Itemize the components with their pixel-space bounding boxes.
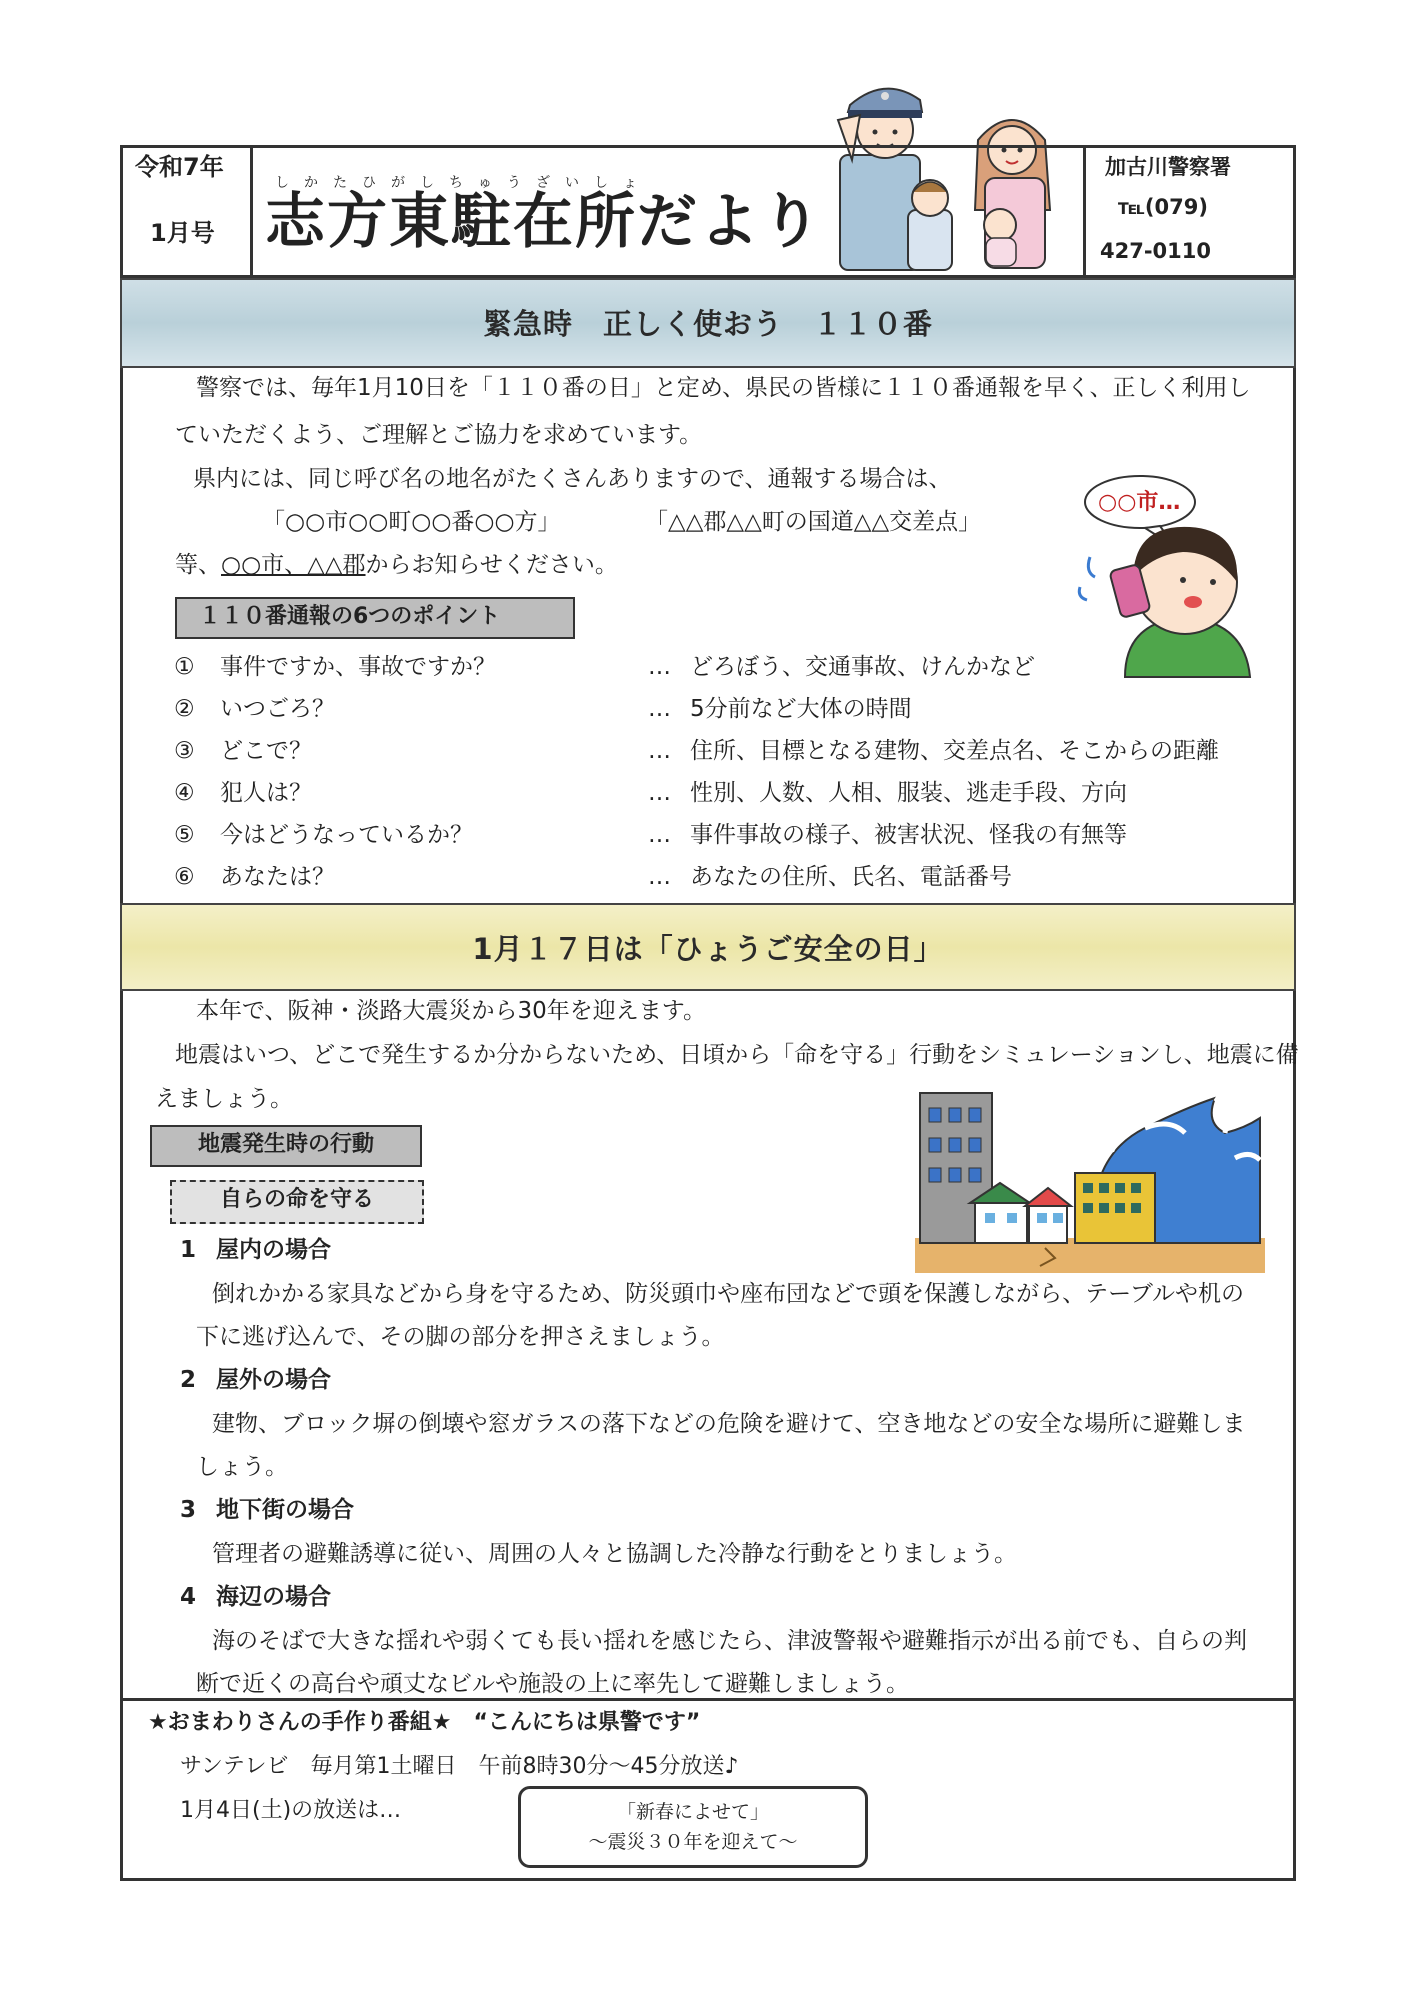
case-number: 4	[180, 1584, 197, 1610]
tel-number: 427-0110	[1100, 239, 1211, 263]
program-schedule: サンテレビ 毎月第1土曜日 午前8時30分～45分放送♪	[180, 1754, 739, 1779]
case-title: 海辺の場合	[216, 1584, 331, 1610]
section2-title: 1月１７日は「ひょうご安全の日」	[472, 932, 944, 966]
issue-month: 1月号	[150, 219, 215, 247]
case-text-line: 倒れかかる家具などから身を守るため、防災頭巾や座布団などで頭を保護しながら、テーブルや机の	[212, 1281, 1245, 1307]
point-number: ①	[174, 654, 195, 680]
section2-intro1: 本年で、阪神・淡路大震災から30年を迎えます。	[196, 998, 706, 1024]
case-number: 3	[180, 1497, 197, 1523]
text-prefix: 等、	[175, 552, 221, 578]
caller-speech-text: ○○市…	[1098, 490, 1181, 515]
tel-label: ℡(079)	[1118, 195, 1208, 219]
case-number: 2	[180, 1367, 197, 1393]
point-dots: …	[648, 822, 671, 848]
point-number: ⑥	[174, 864, 195, 890]
section1-banner	[120, 278, 1296, 368]
point-question: いつごろ？	[220, 696, 335, 722]
underlined-place-names: ○○市、△△郡	[221, 552, 366, 578]
section1-title: 緊急時 正しく使おう １１０番	[482, 307, 933, 341]
header-divider-right	[1083, 145, 1086, 278]
address-example-2: 「△△郡△△町の国道△△交差点」	[645, 509, 982, 535]
protect-life-heading: 自らの命を守る	[170, 1180, 424, 1224]
case-title: 地下街の場合	[216, 1497, 354, 1523]
section1-para2-line1: 県内には、同じ呼び名の地名がたくさんありますので、通報する場合は、	[193, 466, 952, 492]
section2-intro2-line2: えましょう。	[155, 1086, 293, 1112]
point-answer: 事件事故の様子、被害状況、怪我の有無等	[690, 822, 1127, 848]
point-number: ⑤	[174, 822, 195, 848]
episode-title: 「新春によせて」	[616, 1801, 769, 1823]
case-text-line: 建物、ブロック塀の倒壊や窓ガラスの落下などの危険を避けて、空き地などの安全な場所に避難しま	[212, 1411, 1246, 1437]
point-number: ③	[174, 738, 195, 764]
point-dots: …	[648, 864, 671, 890]
point-dots: …	[648, 780, 671, 806]
header-divider-left	[250, 145, 253, 278]
episode-subtitle: ～震災３０年を迎えて～	[588, 1831, 798, 1853]
point-answer: どろぼう、交通事故、けんかなど	[690, 654, 1035, 680]
earthquake-action-heading: 地震発生時の行動	[150, 1125, 422, 1167]
point-question: 今はどうなっているか？	[220, 822, 473, 848]
section1-para2-line3	[175, 550, 618, 580]
case-text-line: しょう。	[196, 1454, 288, 1480]
section2-banner	[120, 903, 1296, 991]
point-answer: 住所、目標となる建物、交差点名、そこからの距離	[690, 738, 1219, 764]
issue-year: 令和7年	[135, 153, 224, 181]
case-text-line: 下に逃げ込んで、その脚の部分を押さえましょう。	[196, 1324, 725, 1350]
case-title: 屋外の場合	[216, 1367, 331, 1393]
point-question: 犯人は？	[220, 780, 312, 806]
case-number: 1	[180, 1237, 197, 1263]
page-title: 志方東駐在所だより	[265, 187, 823, 257]
episode-box	[518, 1786, 868, 1868]
program-title: ★おまわりさんの手作り番組★ “こんにちは県警です”	[148, 1710, 701, 1735]
point-answer: 5分前など大体の時間	[690, 696, 912, 722]
point-dots: …	[648, 696, 671, 722]
point-question: どこで？	[220, 738, 312, 764]
point-number: ②	[174, 696, 195, 722]
case-title: 屋内の場合	[216, 1237, 331, 1263]
point-answer: 性別、人数、人相、服装、逃走手段、方向	[690, 780, 1127, 806]
point-question: 事件ですか、事故ですか？	[220, 654, 496, 680]
point-number: ④	[174, 780, 195, 806]
text-suffix: からお知らせください。	[365, 552, 618, 578]
section2-intro2-line1: 地震はいつ、どこで発生するか分からないため、日頃から「命を守る」行動をシミュレーションし、地震に備	[175, 1042, 1299, 1068]
point-dots: …	[648, 654, 671, 680]
points-heading: １１０番通報の6つのポイント	[175, 597, 575, 639]
section1-para1-line2: ていただくよう、ご理解とご協力を求めています。	[175, 422, 703, 448]
broadcast-date: 1月4日(土)の放送は…	[180, 1798, 402, 1823]
address-example-1: 「○○市○○町○○番○○方」	[262, 509, 561, 535]
point-answer: あなたの住所、氏名、電話番号	[690, 864, 1012, 890]
case-text-line: 海のそばで大きな揺れや弱くても長い揺れを感じたら、津波警報や避難指示が出る前でも、自らの判	[212, 1628, 1247, 1654]
case-text-line: 管理者の避難誘導に従い、周囲の人々と協調した冷静な行動をとりましょう。	[212, 1541, 1017, 1567]
title-ruby: しかたひがしちゅうざいしょ	[275, 175, 652, 191]
tsunami-city-illustration	[915, 1088, 1265, 1273]
point-question: あなたは？	[220, 864, 335, 890]
section1-para1-line1: 警察では、毎年1月10日を「１１０番の日」と定め、県民の皆様に１１０番通報を早く、正しく利用し	[196, 375, 1251, 401]
police-station: 加古川警察署	[1105, 155, 1231, 179]
case-text-line: 断で近くの高台や頑丈なビルや施設の上に率先して避難しましょう。	[196, 1671, 909, 1697]
point-dots: …	[648, 738, 671, 764]
